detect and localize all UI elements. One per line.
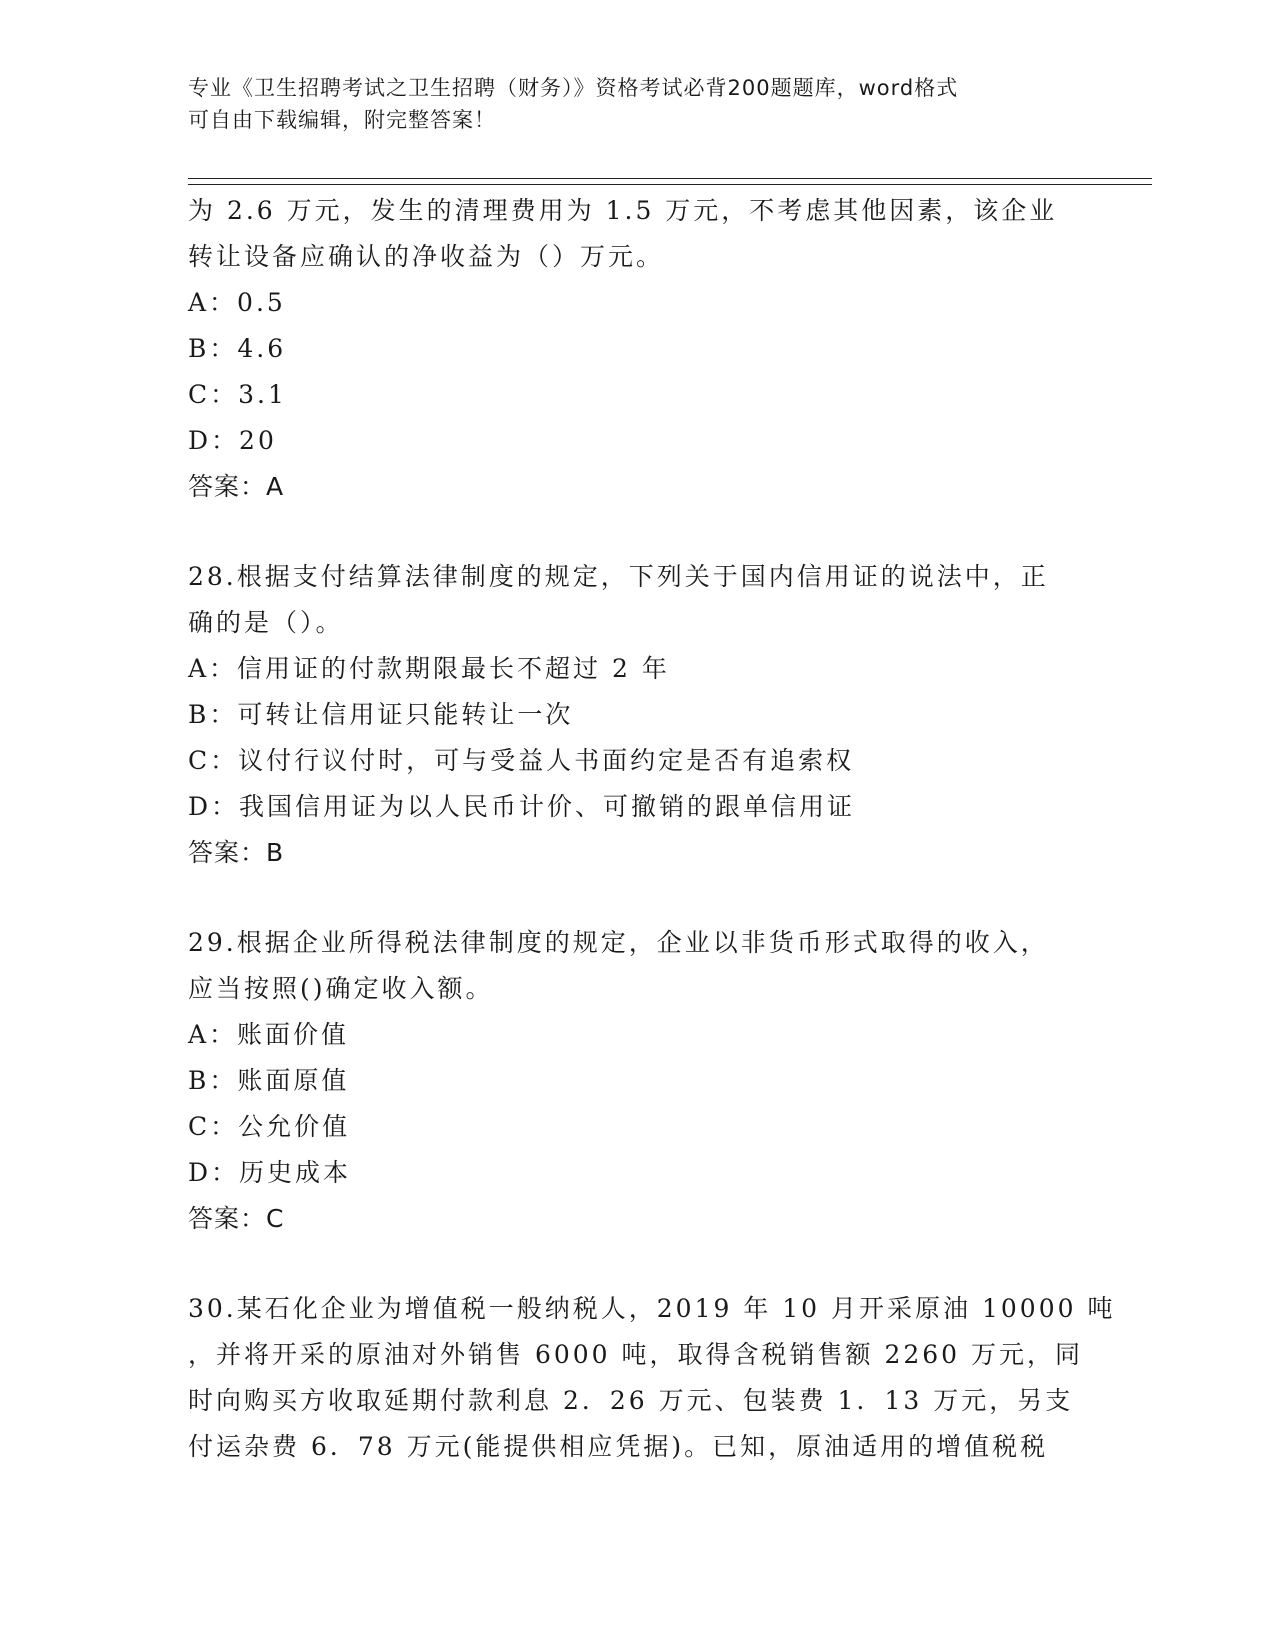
question-29 xyxy=(188,920,1088,1242)
question-stem-line: ，并将开采的原油对外销售 6000 吨，取得含税销售额 2260 万元，同 xyxy=(188,1340,1084,1369)
option-c: C：议付行议付时，可与受益人书面约定是否有追索权 xyxy=(188,746,855,775)
answer-line: 答案：A xyxy=(188,472,285,501)
question-stem-line: 确的是（）。 xyxy=(188,608,344,637)
question-stem-line: 29.根据企业所得税法律制度的规定，企业以非货币形式取得的收入， xyxy=(188,928,1049,957)
question-stem-line: 应当按照()确定收入额。 xyxy=(188,974,494,1003)
question-spacer xyxy=(188,510,1088,554)
header-rule-top xyxy=(188,178,1152,179)
option-b: B：可转让信用证只能转让一次 xyxy=(188,700,574,729)
question-30 xyxy=(188,1286,1116,1470)
option-b: B：账面原值 xyxy=(188,1066,350,1095)
option-a: A：账面价值 xyxy=(188,1020,350,1049)
answer-line: 答案：B xyxy=(188,838,285,867)
question-stem-line: 为 2.6 万元，发生的清理费用为 1.5 万元，不考虑其他因素，该企业 xyxy=(188,196,1058,225)
question-stem-line: 28.根据支付结算法律制度的规定，下列关于国内信用证的说法中，正 xyxy=(188,562,1049,591)
question-stem-line: 时向购买方收取延期付款利息 2．26 万元、包装费 1．13 万元，另支 xyxy=(188,1386,1074,1415)
question-27 xyxy=(188,188,1088,510)
question-stem-line: 付运杂费 6．78 万元(能提供相应凭据)。已知，原油适用的增值税税 xyxy=(188,1432,1049,1461)
option-d: D：我国信用证为以人民币计价、可撤销的跟单信用证 xyxy=(188,792,856,821)
header-line-1: 专业《卫生招聘考试之卫生招聘（财务）》资格考试必背200题题库，word格式 xyxy=(188,76,959,100)
option-c: C：3.1 xyxy=(188,380,287,409)
question-spacer xyxy=(188,876,1088,920)
question-list xyxy=(188,188,1116,1470)
option-c: C：公允价值 xyxy=(188,1112,351,1141)
question-stem-line: 30.某石化企业为增值税一般纳税人，2019 年 10 月开采原油 10000 吨 xyxy=(188,1294,1116,1323)
option-d: D：历史成本 xyxy=(188,1158,352,1187)
option-b: B：4.6 xyxy=(188,334,287,363)
header-line-2: 可自由下载编辑，附完整答案！ xyxy=(188,108,496,132)
option-a: A：信用证的付款期限最长不超过 2 年 xyxy=(188,654,670,683)
question-spacer xyxy=(188,1242,1088,1286)
document-header xyxy=(188,72,1068,136)
header-rule-bottom xyxy=(188,184,1152,185)
option-d: D：20 xyxy=(188,426,277,455)
question-28 xyxy=(188,554,1088,876)
answer-line: 答案：C xyxy=(188,1204,285,1233)
question-stem-line: 转让设备应确认的净收益为（）万元。 xyxy=(188,242,665,271)
option-a: A：0.5 xyxy=(188,288,286,317)
